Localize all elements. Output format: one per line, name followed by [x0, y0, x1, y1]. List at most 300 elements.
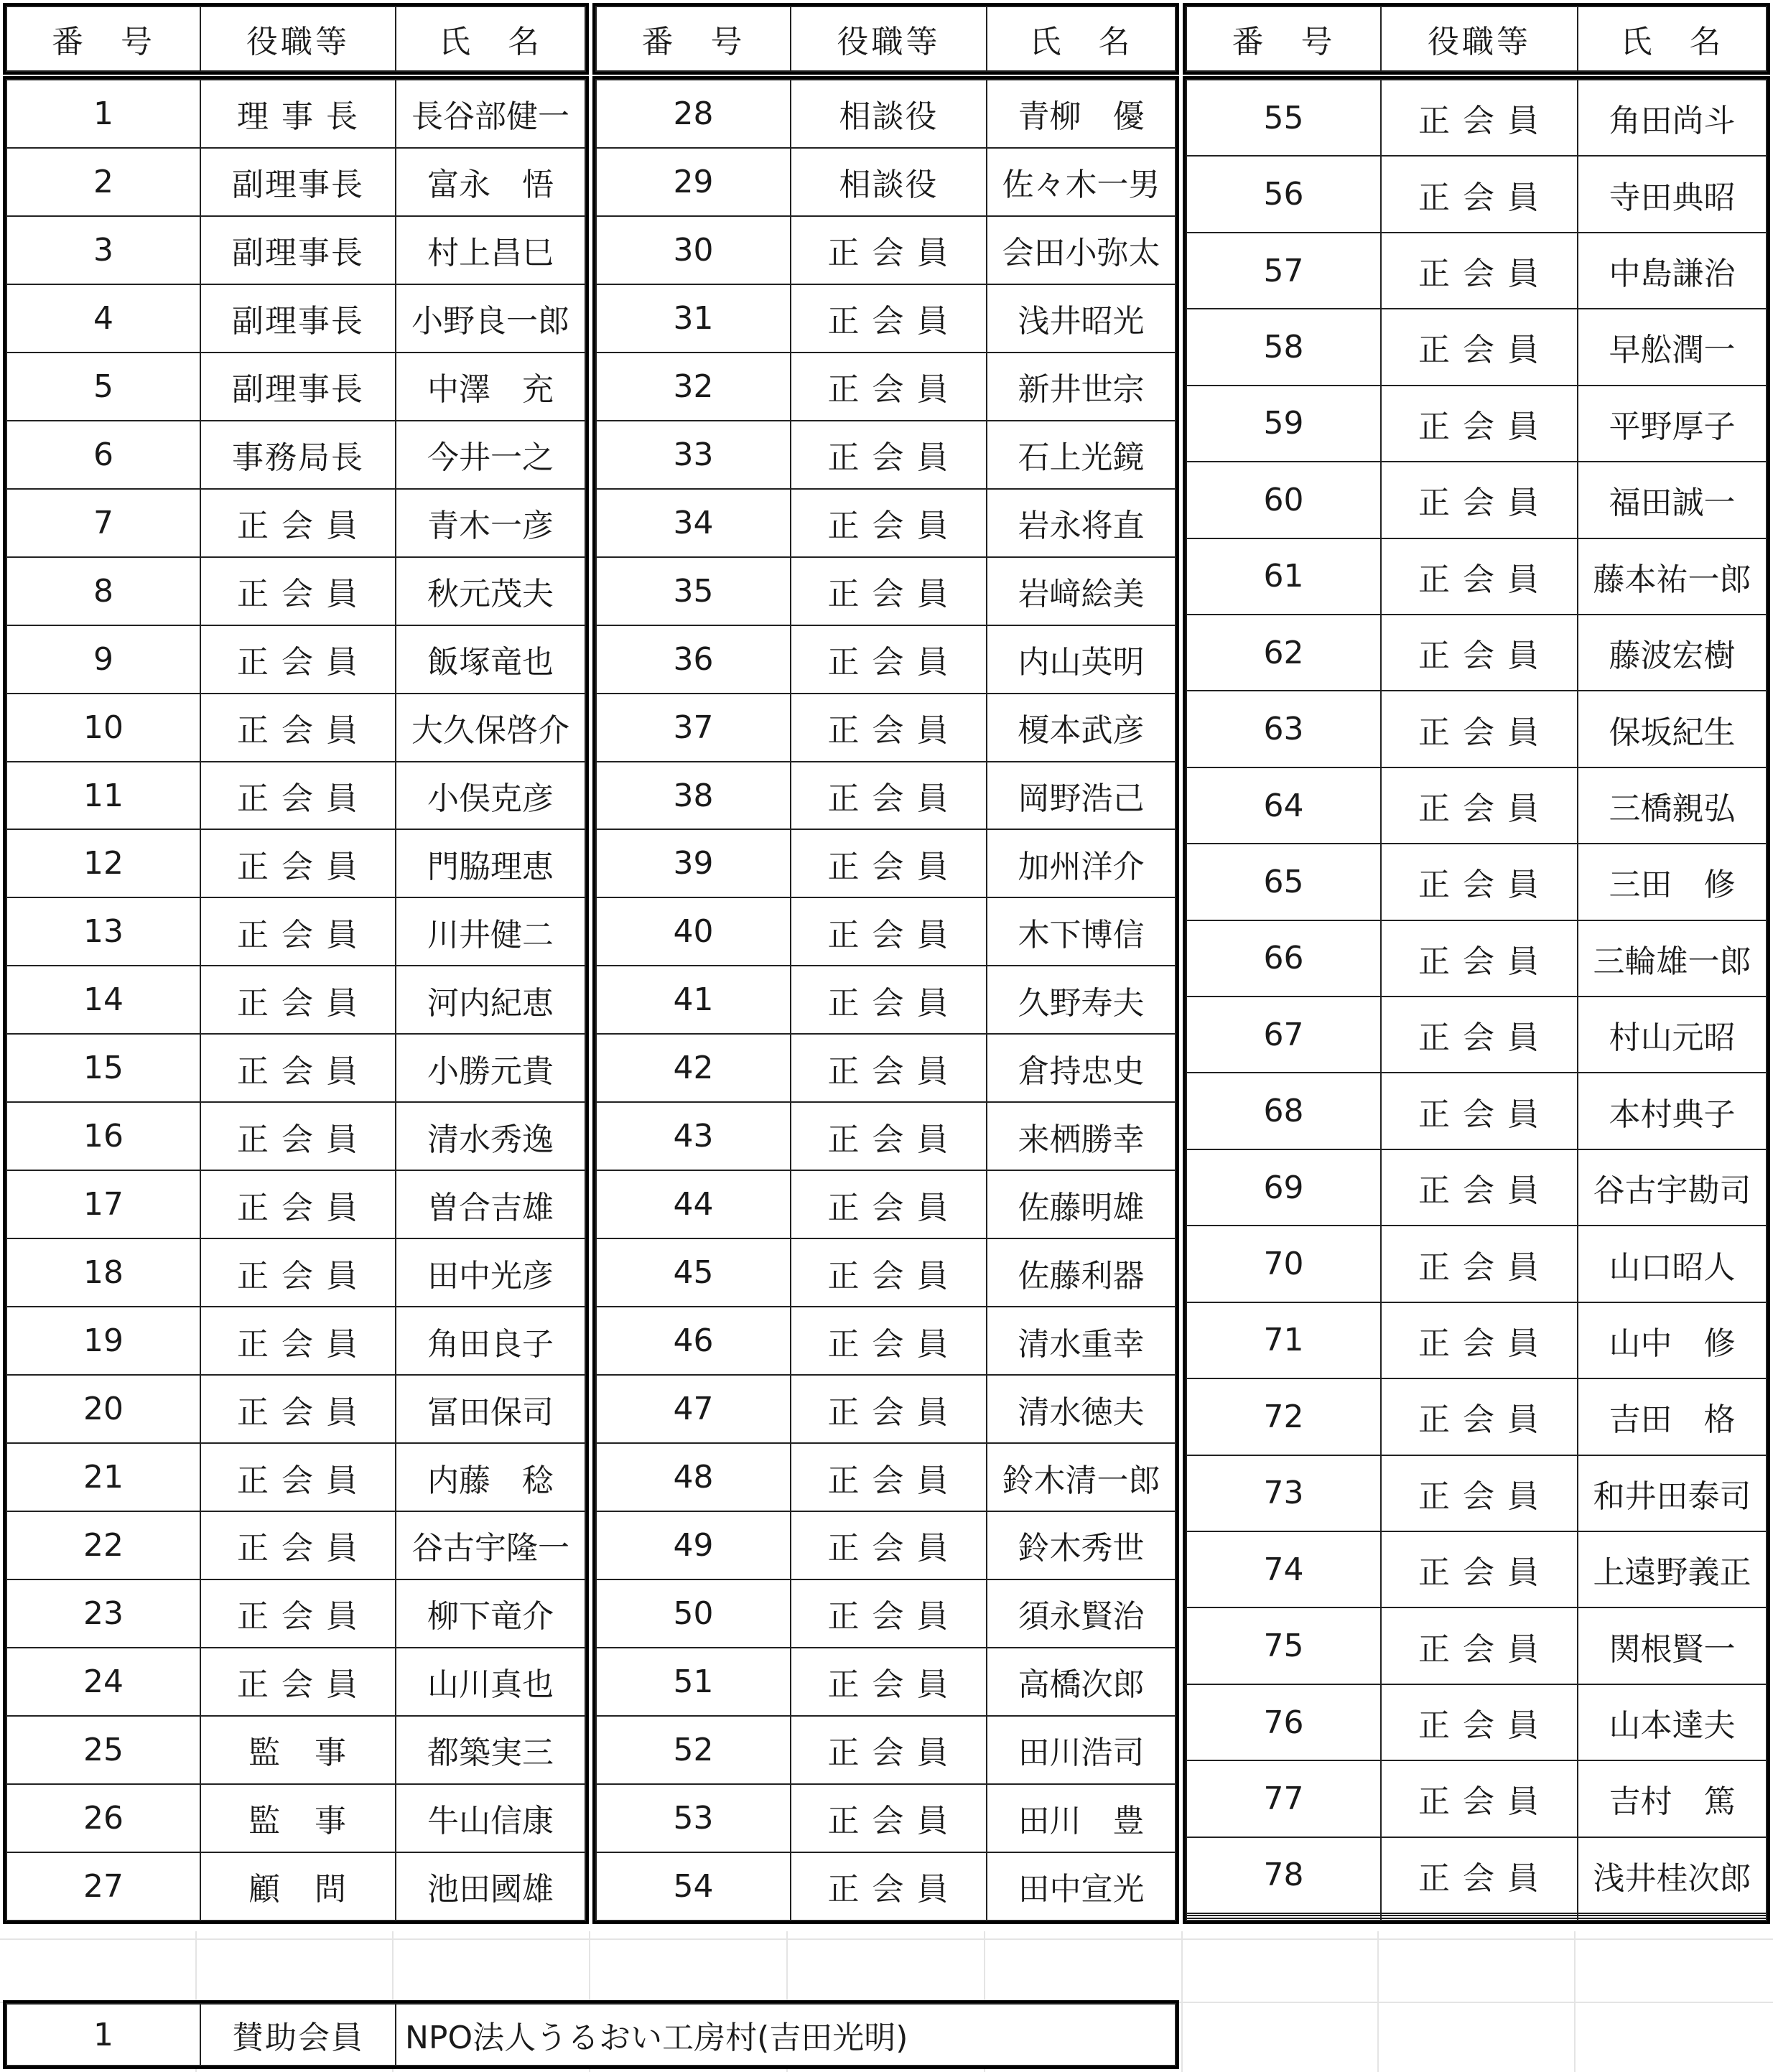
member-position: 正 会 員: [200, 1102, 396, 1170]
member-block-3: [1183, 76, 1770, 1924]
member-position: 正 会 員: [1381, 615, 1578, 691]
member-number: 17: [6, 1170, 200, 1238]
member-name: 門脇理恵: [396, 829, 585, 897]
header-position: 役職等: [1381, 6, 1578, 71]
member-name: 谷古宇隆一: [396, 1511, 585, 1579]
member-position: 正 会 員: [791, 1648, 987, 1716]
header-number: 番 号: [596, 6, 791, 71]
member-row: [6, 1511, 585, 1579]
member-position: 正 会 員: [791, 1511, 987, 1579]
member-position: 正 会 員: [1381, 309, 1578, 385]
member-position: 正 会 員: [791, 1170, 987, 1238]
member-row: [596, 1579, 1176, 1648]
member-row: [6, 1170, 585, 1238]
member-name: 浅井昭光: [987, 284, 1176, 353]
supporter-number: 1: [6, 2004, 200, 2066]
member-position: 正 会 員: [1381, 386, 1578, 462]
member-number: 39: [596, 829, 791, 897]
member-row: [6, 557, 585, 625]
member-row: [1186, 1149, 1767, 1226]
member-number: 58: [1186, 309, 1381, 385]
member-number: 67: [1186, 997, 1381, 1073]
member-name: 須永賢治: [987, 1579, 1176, 1648]
member-number: 73: [1186, 1455, 1381, 1531]
supporter-block: [3, 2000, 1179, 2069]
member-number: 22: [6, 1511, 200, 1579]
member-name: 新井世宗: [987, 353, 1176, 421]
member-row: [6, 80, 585, 148]
member-number: 11: [6, 762, 200, 830]
header-name: 氏 名: [987, 6, 1176, 71]
member-row: [1186, 1760, 1767, 1837]
member-number: 46: [596, 1307, 791, 1375]
member-name: 角田良子: [396, 1307, 585, 1375]
member-number: 28: [596, 80, 791, 148]
member-row: [596, 1375, 1176, 1443]
member-row: [1186, 1837, 1767, 1913]
header-number: 番 号: [6, 6, 200, 71]
member-name: 小野良一郎: [396, 284, 585, 353]
member-row: [1186, 1302, 1767, 1378]
member-name: 岩永将直: [987, 489, 1176, 557]
member-number: 60: [1186, 462, 1381, 538]
member-name: 柳下竜介: [396, 1579, 585, 1648]
member-position: 正 会 員: [791, 1238, 987, 1307]
member-name: 鈴木秀世: [987, 1511, 1176, 1579]
member-row: [1186, 1378, 1767, 1455]
member-position: 正 会 員: [200, 1375, 396, 1443]
member-row: [6, 353, 585, 421]
member-name: 三輪雄一郎: [1578, 920, 1767, 997]
member-name: 都築実三: [396, 1716, 585, 1784]
member-name: 秋元茂夫: [396, 557, 585, 625]
member-name: 平野厚子: [1578, 386, 1767, 462]
member-row: [6, 1102, 585, 1170]
member-name: 小俣克彦: [396, 762, 585, 830]
member-number: 26: [6, 1784, 200, 1852]
member-position: 正 会 員: [791, 1852, 987, 1921]
member-name: 上遠野義正: [1578, 1531, 1767, 1607]
member-number: 33: [596, 421, 791, 489]
member-name: 山川真也: [396, 1648, 585, 1716]
member-number: 78: [1186, 1837, 1381, 1913]
member-position: 正 会 員: [200, 1511, 396, 1579]
member-row: [596, 148, 1176, 216]
member-position: 正 会 員: [1381, 1607, 1578, 1684]
member-row: [1186, 309, 1767, 385]
member-row: [6, 625, 585, 694]
member-number: 43: [596, 1102, 791, 1170]
member-position: 正 会 員: [1381, 1378, 1578, 1455]
member-row: [1186, 1684, 1767, 1760]
member-number: 53: [596, 1784, 791, 1852]
member-name: 中澤 充: [396, 353, 585, 421]
member-row: [1186, 1918, 1767, 1921]
member-row: [6, 1784, 585, 1852]
member-position: 正 会 員: [200, 1034, 396, 1102]
header-name: 氏 名: [1578, 6, 1767, 71]
member-number: 37: [596, 694, 791, 762]
member-name: 青柳 優: [987, 80, 1176, 148]
header-block-1: [3, 3, 589, 75]
member-number: 2: [6, 148, 200, 216]
member-row: [1186, 1531, 1767, 1607]
member-name: 吉村 篤: [1578, 1760, 1767, 1837]
member-row: [596, 762, 1176, 830]
member-position: 正 会 員: [200, 762, 396, 830]
member-position: 正 会 員: [200, 1579, 396, 1648]
member-number: 12: [6, 829, 200, 897]
member-name: 三橋親弘: [1578, 767, 1767, 844]
member-row: [6, 421, 585, 489]
member-row: [6, 966, 585, 1034]
member-position: 相談役: [791, 80, 987, 148]
member-name: 田川浩司: [987, 1716, 1176, 1784]
member-name: [1578, 1918, 1767, 1921]
member-name: 佐藤明雄: [987, 1170, 1176, 1238]
member-number: 63: [1186, 691, 1381, 767]
member-row: [596, 1034, 1176, 1102]
member-name: 石上光鏡: [987, 421, 1176, 489]
member-position: 監 事: [200, 1716, 396, 1784]
member-position: 正 会 員: [200, 1170, 396, 1238]
member-name: 角田尚斗: [1578, 80, 1767, 156]
member-number: 40: [596, 897, 791, 966]
member-name: 青木一彦: [396, 489, 585, 557]
member-name: 曽合吉雄: [396, 1170, 585, 1238]
member-position: 正 会 員: [1381, 1455, 1578, 1531]
member-number: 55: [1186, 80, 1381, 156]
member-number: 36: [596, 625, 791, 694]
member-row: [596, 694, 1176, 762]
member-name: 鈴木清一郎: [987, 1443, 1176, 1511]
header-block-2: [592, 3, 1179, 75]
member-number: 72: [1186, 1378, 1381, 1455]
member-position: 正 会 員: [1381, 1073, 1578, 1149]
member-position: 副理事長: [200, 216, 396, 284]
supporter-position: 賛助会員: [200, 2004, 396, 2066]
member-name: 内山英明: [987, 625, 1176, 694]
member-name: 長谷部健一: [396, 80, 585, 148]
member-name: 関根賢一: [1578, 1607, 1767, 1684]
member-row: [596, 216, 1176, 284]
member-position: 正 会 員: [200, 897, 396, 966]
member-position: 正 会 員: [791, 421, 987, 489]
member-position: 正 会 員: [200, 489, 396, 557]
header-position: 役職等: [200, 6, 396, 71]
member-number: 6: [6, 421, 200, 489]
member-position: 監 事: [200, 1784, 396, 1852]
member-number: 3: [6, 216, 200, 284]
member-name: 田川 豊: [987, 1784, 1176, 1852]
grid-line: [1377, 1931, 1379, 2072]
member-name: 和井田泰司: [1578, 1455, 1767, 1531]
member-name: 久野寿夫: [987, 966, 1176, 1034]
member-row: [6, 1648, 585, 1716]
member-name: 飯塚竜也: [396, 625, 585, 694]
member-row: [1186, 615, 1767, 691]
member-name: 藤本祐一郎: [1578, 538, 1767, 615]
member-row: [1186, 767, 1767, 844]
member-row: [596, 80, 1176, 148]
member-name: 池田國雄: [396, 1852, 585, 1921]
member-row: [596, 353, 1176, 421]
member-position: 正 会 員: [791, 1784, 987, 1852]
member-position: 相談役: [791, 148, 987, 216]
member-name: 木下博信: [987, 897, 1176, 966]
member-row: [596, 1170, 1176, 1238]
member-position: 正 会 員: [791, 1579, 987, 1648]
member-row: [6, 148, 585, 216]
member-position: 正 会 員: [1381, 538, 1578, 615]
member-number: 14: [6, 966, 200, 1034]
member-number: 59: [1186, 386, 1381, 462]
member-position: 正 会 員: [200, 1307, 396, 1375]
member-row: [6, 1307, 585, 1375]
member-position: 正 会 員: [1381, 1837, 1578, 1913]
member-number: 75: [1186, 1607, 1381, 1684]
member-name: 高橋次郎: [987, 1648, 1176, 1716]
member-table-2: [595, 79, 1176, 1921]
member-name: 村山元昭: [1578, 997, 1767, 1073]
member-name: 浅井桂次郎: [1578, 1837, 1767, 1913]
member-name: 清水徳夫: [987, 1375, 1176, 1443]
member-position: 正 会 員: [1381, 462, 1578, 538]
member-row: [6, 897, 585, 966]
member-name: 今井一之: [396, 421, 585, 489]
member-number: 34: [596, 489, 791, 557]
member-number: 56: [1186, 156, 1381, 232]
member-row: [6, 1238, 585, 1307]
member-name: 清水重幸: [987, 1307, 1176, 1375]
member-row: [6, 829, 585, 897]
member-name: 加州洋介: [987, 829, 1176, 897]
member-row: [596, 829, 1176, 897]
member-number: 21: [6, 1443, 200, 1511]
member-number: 71: [1186, 1302, 1381, 1378]
member-row: [6, 694, 585, 762]
member-name: 清水秀逸: [396, 1102, 585, 1170]
member-table-3: [1186, 79, 1767, 1921]
member-name: 倉持忠史: [987, 1034, 1176, 1102]
member-name: 藤波宏樹: [1578, 615, 1767, 691]
member-number: 68: [1186, 1073, 1381, 1149]
member-row: [596, 489, 1176, 557]
member-row: [1186, 538, 1767, 615]
member-number: 8: [6, 557, 200, 625]
member-row: [6, 1852, 585, 1921]
member-position: 正 会 員: [1381, 1149, 1578, 1226]
member-number: 32: [596, 353, 791, 421]
member-row: [596, 1102, 1176, 1170]
member-number: 47: [596, 1375, 791, 1443]
member-number: 30: [596, 216, 791, 284]
member-row: [6, 1716, 585, 1784]
member-position: 正 会 員: [200, 557, 396, 625]
member-position: 正 会 員: [1381, 691, 1578, 767]
member-row: [596, 421, 1176, 489]
member-number: 61: [1186, 538, 1381, 615]
member-position: 正 会 員: [791, 897, 987, 966]
member-row: [1186, 691, 1767, 767]
member-position: 正 会 員: [791, 557, 987, 625]
member-number: 76: [1186, 1684, 1381, 1760]
member-name: 大久保啓介: [396, 694, 585, 762]
member-number: 51: [596, 1648, 791, 1716]
member-position: 正 会 員: [791, 1034, 987, 1102]
member-name: 三田 修: [1578, 844, 1767, 920]
member-row: [1186, 1455, 1767, 1531]
member-number: 31: [596, 284, 791, 353]
member-name: 寺田典昭: [1578, 156, 1767, 232]
member-position: 正 会 員: [1381, 920, 1578, 997]
member-row: [1186, 1607, 1767, 1684]
member-position: 正 会 員: [791, 216, 987, 284]
member-position: 正 会 員: [791, 353, 987, 421]
member-position: 正 会 員: [1381, 156, 1578, 232]
member-position: 正 会 員: [791, 284, 987, 353]
member-number: 70: [1186, 1226, 1381, 1302]
member-name: 山中 修: [1578, 1302, 1767, 1378]
member-row: [6, 1443, 585, 1511]
member-number: [1186, 1918, 1381, 1921]
member-number: 50: [596, 1579, 791, 1648]
member-name: 山口昭人: [1578, 1226, 1767, 1302]
member-row: [1186, 920, 1767, 997]
member-number: 35: [596, 557, 791, 625]
member-position: 正 会 員: [1381, 844, 1578, 920]
supporter-row: [6, 2004, 1176, 2066]
member-number: 9: [6, 625, 200, 694]
member-number: 10: [6, 694, 200, 762]
member-name: 佐藤利器: [987, 1238, 1176, 1307]
member-position: 正 会 員: [200, 625, 396, 694]
member-number: 74: [1186, 1531, 1381, 1607]
member-number: 45: [596, 1238, 791, 1307]
member-position: 事務局長: [200, 421, 396, 489]
member-row: [596, 1238, 1176, 1307]
member-number: 64: [1186, 767, 1381, 844]
member-position: 正 会 員: [200, 694, 396, 762]
member-number: 20: [6, 1375, 200, 1443]
member-block-1: [3, 76, 589, 1924]
member-position: 副理事長: [200, 353, 396, 421]
member-row: [596, 1648, 1176, 1716]
member-position: 正 会 員: [1381, 1226, 1578, 1302]
member-row: [596, 557, 1176, 625]
member-name: 岩﨑絵美: [987, 557, 1176, 625]
member-row: [596, 1784, 1176, 1852]
member-name: 富永 悟: [396, 148, 585, 216]
member-position: 正 会 員: [200, 1443, 396, 1511]
member-position: 正 会 員: [791, 829, 987, 897]
header-block-3: [1183, 3, 1770, 75]
member-name: 川井健二: [396, 897, 585, 966]
member-number: 49: [596, 1511, 791, 1579]
member-number: 54: [596, 1852, 791, 1921]
member-row: [6, 284, 585, 353]
member-position: 正 会 員: [1381, 1760, 1578, 1837]
member-position: 正 会 員: [1381, 1684, 1578, 1760]
member-row: [6, 1375, 585, 1443]
member-number: 65: [1186, 844, 1381, 920]
empty-grid-row: [0, 1938, 1773, 2003]
member-number: 19: [6, 1307, 200, 1375]
header-position: 役職等: [791, 6, 987, 71]
member-number: 57: [1186, 233, 1381, 309]
member-name: 谷古宇勘司: [1578, 1149, 1767, 1226]
member-number: 15: [6, 1034, 200, 1102]
member-name: 保坂紀生: [1578, 691, 1767, 767]
member-position: 正 会 員: [200, 829, 396, 897]
member-number: 23: [6, 1579, 200, 1648]
member-name: 佐々木一男: [987, 148, 1176, 216]
member-number: 1: [6, 80, 200, 148]
member-number: 16: [6, 1102, 200, 1170]
member-number: 5: [6, 353, 200, 421]
member-name: 早舩潤一: [1578, 309, 1767, 385]
member-name: 田中光彦: [396, 1238, 585, 1307]
member-number: 42: [596, 1034, 791, 1102]
member-position: 正 会 員: [791, 1716, 987, 1784]
member-number: 13: [6, 897, 200, 966]
member-position: 正 会 員: [1381, 767, 1578, 844]
member-name: 中島謙治: [1578, 233, 1767, 309]
member-position: 正 会 員: [791, 694, 987, 762]
member-row: [1186, 386, 1767, 462]
member-name: 冨田保司: [396, 1375, 585, 1443]
member-row: [6, 1579, 585, 1648]
member-position: [1381, 1918, 1578, 1921]
member-number: 18: [6, 1238, 200, 1307]
member-position: 副理事長: [200, 148, 396, 216]
member-name: 吉田 格: [1578, 1378, 1767, 1455]
member-name: 田中宣光: [987, 1852, 1176, 1921]
grid-line: [1574, 1931, 1576, 2072]
member-name: 内藤 稔: [396, 1443, 585, 1511]
member-number: 66: [1186, 920, 1381, 997]
member-row: [1186, 233, 1767, 309]
header-number: 番 号: [1186, 6, 1381, 71]
header-name: 氏 名: [396, 6, 585, 71]
member-row: [1186, 1073, 1767, 1149]
member-row: [1186, 844, 1767, 920]
member-name: 小勝元貴: [396, 1034, 585, 1102]
member-row: [596, 1852, 1176, 1921]
member-row: [1186, 462, 1767, 538]
member-position: 正 会 員: [791, 625, 987, 694]
member-row: [6, 762, 585, 830]
member-position: 正 会 員: [200, 966, 396, 1034]
member-position: 正 会 員: [791, 489, 987, 557]
member-name: 榎本武彦: [987, 694, 1176, 762]
member-number: 69: [1186, 1149, 1381, 1226]
member-row: [6, 216, 585, 284]
member-position: 正 会 員: [791, 966, 987, 1034]
grid-line: [1181, 1931, 1183, 2072]
member-name: 河内紀恵: [396, 966, 585, 1034]
member-number: 7: [6, 489, 200, 557]
member-position: 正 会 員: [791, 1443, 987, 1511]
member-number: 48: [596, 1443, 791, 1511]
member-row: [6, 489, 585, 557]
member-position: 正 会 員: [200, 1238, 396, 1307]
member-number: 38: [596, 762, 791, 830]
member-number: 41: [596, 966, 791, 1034]
member-position: 正 会 員: [791, 1307, 987, 1375]
member-position: 正 会 員: [1381, 997, 1578, 1073]
member-row: [6, 1034, 585, 1102]
